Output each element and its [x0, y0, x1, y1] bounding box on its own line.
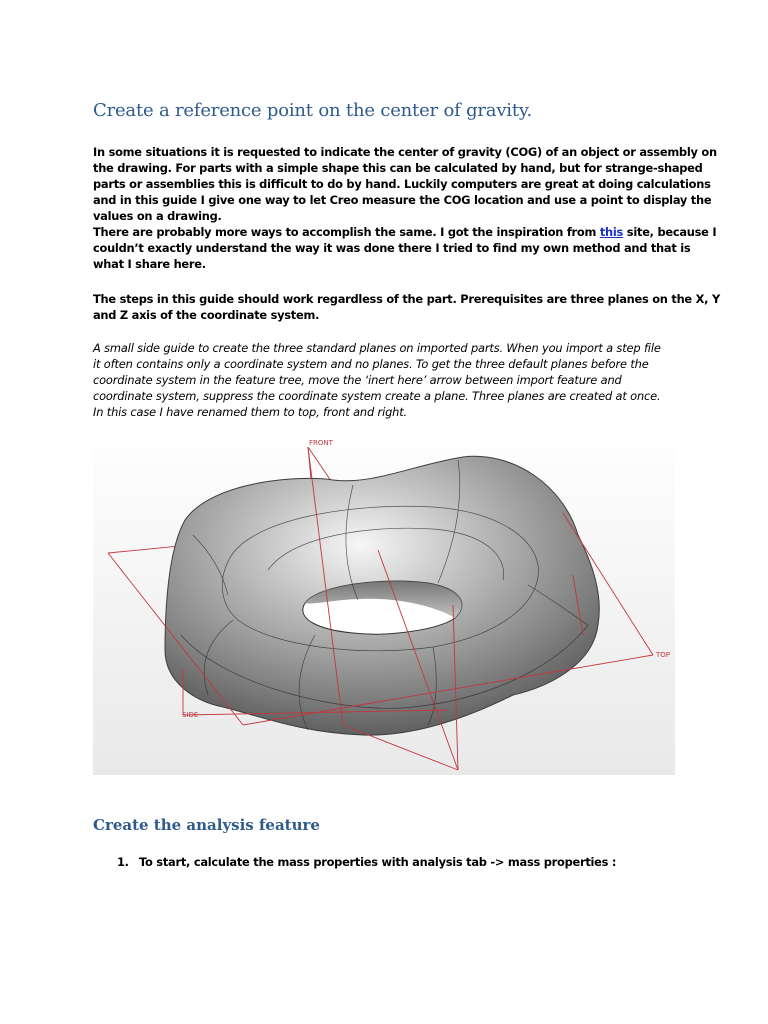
side-plane-label: SIDE [182, 711, 199, 719]
front-plane-label: FRONT [309, 439, 333, 447]
list-item-text: To start, calculate the mass properties with analysis tab -> mass properties : [139, 855, 617, 869]
text-line: parts or assemblies this is difficult to do by hand. Luckily computers are great at doing calculations [93, 177, 711, 191]
text-line: and Z axis of the coordinate system. [93, 308, 320, 322]
list-item-number: 1. [117, 855, 129, 869]
inspiration-link[interactable]: this [599, 225, 624, 239]
section-heading: Create the analysis feature [93, 816, 320, 834]
text-line: it often contains only a coordinate system and no planes. To get the three default planes before the [93, 357, 649, 371]
prerequisites-paragraph [93, 291, 720, 323]
text-line: and in this guide I give one way to let Creo measure the COG location and use a point to display the [93, 193, 712, 207]
steps-list [117, 855, 616, 869]
text-line: couldn’t exactly understand the way it was done there I tried to find my own method and that is [93, 241, 691, 255]
intro-paragraph [93, 144, 717, 272]
page-title: Create a reference point on the center of gravity. [93, 100, 532, 121]
text-line: In some situations it is requested to indicate the center of gravity (COG) of an object or assembly on [93, 145, 717, 159]
torus-model-figure [93, 425, 675, 775]
text-line: values on a drawing. [93, 209, 222, 223]
text-line: coordinate system, suppress the coordinate system create a plane. Three planes are created at once. [93, 389, 661, 403]
side-guide-paragraph [93, 340, 693, 420]
text-line: There are probably more ways to accomplish the same. I got the inspiration from this site, because I [93, 225, 717, 239]
top-plane-label: TOP [656, 651, 671, 659]
text-line: the drawing. For parts with a simple shape this can be calculated by hand, but for strange-shaped [93, 161, 703, 175]
text-line: The steps in this guide should work regardless of the part. Prerequisites are three planes on the X, Y [93, 292, 720, 306]
text-line: what I share here. [93, 257, 206, 271]
text-line: In this case I have renamed them to top, front and right. [93, 405, 408, 419]
text-line: coordinate system in the feature tree, move the ‘inert here’ arrow between import feature and [93, 373, 622, 387]
text-line: A small side guide to create the three standard planes on imported parts. When you import a step file [93, 341, 661, 355]
